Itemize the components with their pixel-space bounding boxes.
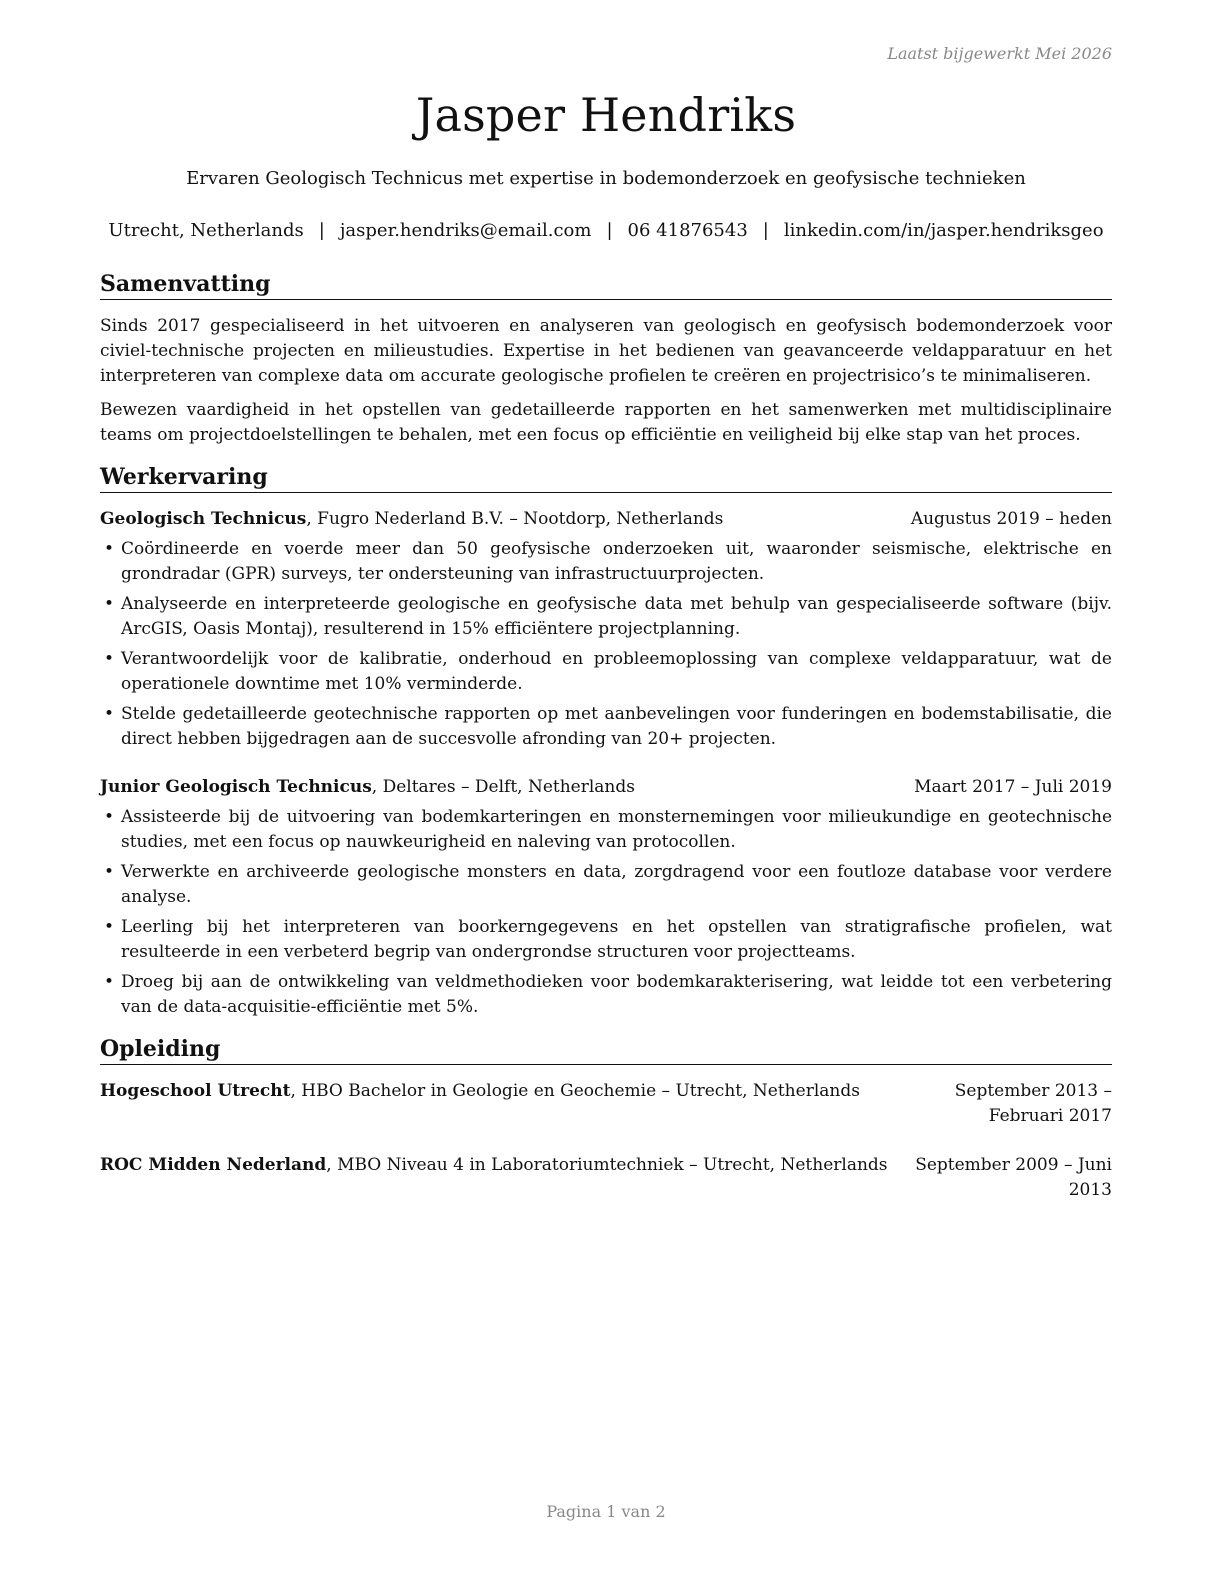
list-item	[100, 860, 1112, 910]
bullet-icon: •	[104, 539, 115, 559]
list-item	[100, 805, 1112, 855]
job-date: Maart 2017 – Juli 2019	[914, 777, 1112, 797]
contact-separator: |	[606, 220, 613, 241]
education-date: September 2013 – Februari 2017	[954, 1081, 1112, 1126]
list-item	[100, 592, 1112, 642]
education-row	[100, 1153, 1112, 1200]
education-detail: , HBO Bachelor in Geologie en Geochemie – Utrecht, Netherlands	[290, 1081, 860, 1101]
bullet-text: Verwerkte en archiveerde geologische monsters en data, zorgdragend voor een foutloze database voor verdere analyse.	[121, 862, 1112, 907]
job-header	[100, 507, 1112, 532]
list-item	[100, 537, 1112, 587]
bullet-text: Leerling bij het interpreteren van boorkerngegevens en het opstellen van stratigrafische profielen, wat resulteerde in een verbeterd begrip van ondergrondse structuren voor projectteams.	[121, 917, 1112, 962]
bullet-icon: •	[104, 972, 115, 992]
education-school: Hogeschool Utrecht	[100, 1081, 291, 1101]
bullet-text: Assisteerde bij de uitvoering van bodemkarteringen en monsternemingen voor milieukundige en geotechnische studies, met een focus op nauwkeurigheid en naleving van protocollen.	[121, 807, 1112, 852]
contact-linkedin[interactable]: linkedin.com/in/jasper.hendriksgeo	[783, 220, 1104, 241]
job-role: Geologisch Technicus	[100, 509, 307, 529]
bullet-text: Droeg bij aan de ontwikkeling van veldmethodieken voor bodemkarakterisering, wat leidde tot een verbetering van de data-acquisitie-efficiëntie met 5%.	[121, 972, 1112, 1017]
education-row	[100, 1079, 1112, 1126]
job-organization: , Fugro Nederland B.V. – Nootdorp, Netherlands	[306, 509, 724, 529]
list-item	[100, 702, 1112, 752]
contact-location: Utrecht, Netherlands	[108, 220, 304, 241]
list-item	[100, 647, 1112, 697]
bullet-text: Coördineerde en voerde meer dan 50 geofysische onderzoeken uit, waaronder seismische, elektrische en grondradar (GPR) surveys, ter ondersteuning van infrastructuurprojecten.	[121, 539, 1112, 584]
job-organization: , Deltares – Delft, Netherlands	[371, 777, 635, 797]
bullet-icon: •	[104, 594, 115, 614]
section-title-education: Opleiding	[100, 1036, 1112, 1065]
contact-separator: |	[318, 220, 325, 241]
education-school: ROC Midden Nederland	[100, 1155, 327, 1175]
bullet-text: Verantwoordelijk voor de kalibratie, onderhoud en probleemoplossing van complexe veldapparatuur, wat de operationele downtime met 10% verminderde.	[121, 649, 1112, 694]
job-bullets	[100, 537, 1112, 757]
summary-paragraph: Bewezen vaardigheid in het opstellen van gedetailleerde rapporten en het samenwerken met multidisciplinaire teams om projectdoelstellingen te behalen, met een focus op efficiëntie en veiligheid bij elke stap van het proces.	[100, 400, 1112, 445]
job-bullets	[100, 805, 1112, 1025]
resume-page	[100, 0, 1112, 1584]
bullet-icon: •	[104, 704, 115, 724]
contact-separator: |	[762, 220, 769, 241]
job-header	[100, 775, 1112, 800]
bullet-icon: •	[104, 917, 115, 937]
list-item	[100, 970, 1112, 1020]
contact-line	[100, 220, 1112, 241]
education-date: September 2009 – Juni 2013	[915, 1155, 1112, 1200]
summary-paragraph: Sinds 2017 gespecialiseerd in het uitvoeren en analyseren van geologisch en geofysisch bodemonderzoek voor civiel-technische projecten en milieustudies. Expertise in het bedienen van geavanceerde veldapparatuur en het interpreteren van complexe data om accurate geologische profielen te creëren en projectrisico’s te minimaliseren.	[100, 316, 1112, 386]
job-role: Junior Geologisch Technicus	[100, 777, 372, 797]
last-updated: Laatst bijgewerkt Mei 2026	[887, 44, 1112, 63]
section-title-experience: Werkervaring	[100, 464, 1112, 493]
section-title-summary: Samenvatting	[100, 271, 1112, 300]
tagline: Ervaren Geologisch Technicus met expertise in bodemonderzoek en geofysische technieken	[186, 168, 1026, 189]
bullet-text: Stelde gedetailleerde geotechnische rapporten op met aanbevelingen voor funderingen en bodemstabilisatie, die direct hebben bijgedragen aan de succesvolle afronding van 20+ projecten.	[121, 704, 1112, 749]
bullet-icon: •	[104, 862, 115, 882]
candidate-name: Jasper Hendriks	[415, 88, 797, 142]
page-number: Pagina 1 van 2	[546, 1502, 666, 1521]
bullet-icon: •	[104, 807, 115, 827]
bullet-icon: •	[104, 649, 115, 669]
contact-phone[interactable]: 06 41876543	[627, 220, 748, 241]
contact-email[interactable]: jasper.hendriks@email.com	[339, 220, 592, 241]
bullet-text: Analyseerde en interpreteerde geologische en geofysische data met behulp van gespecialiseerde software (bijv. ArcGIS, Oasis Montaj), resulterend in 15% efficiëntere projectplanning.	[121, 594, 1112, 639]
education-detail: , MBO Niveau 4 in Laboratoriumtechniek – Utrecht, Netherlands	[326, 1155, 888, 1175]
job-date: Augustus 2019 – heden	[910, 509, 1112, 529]
list-item	[100, 915, 1112, 965]
